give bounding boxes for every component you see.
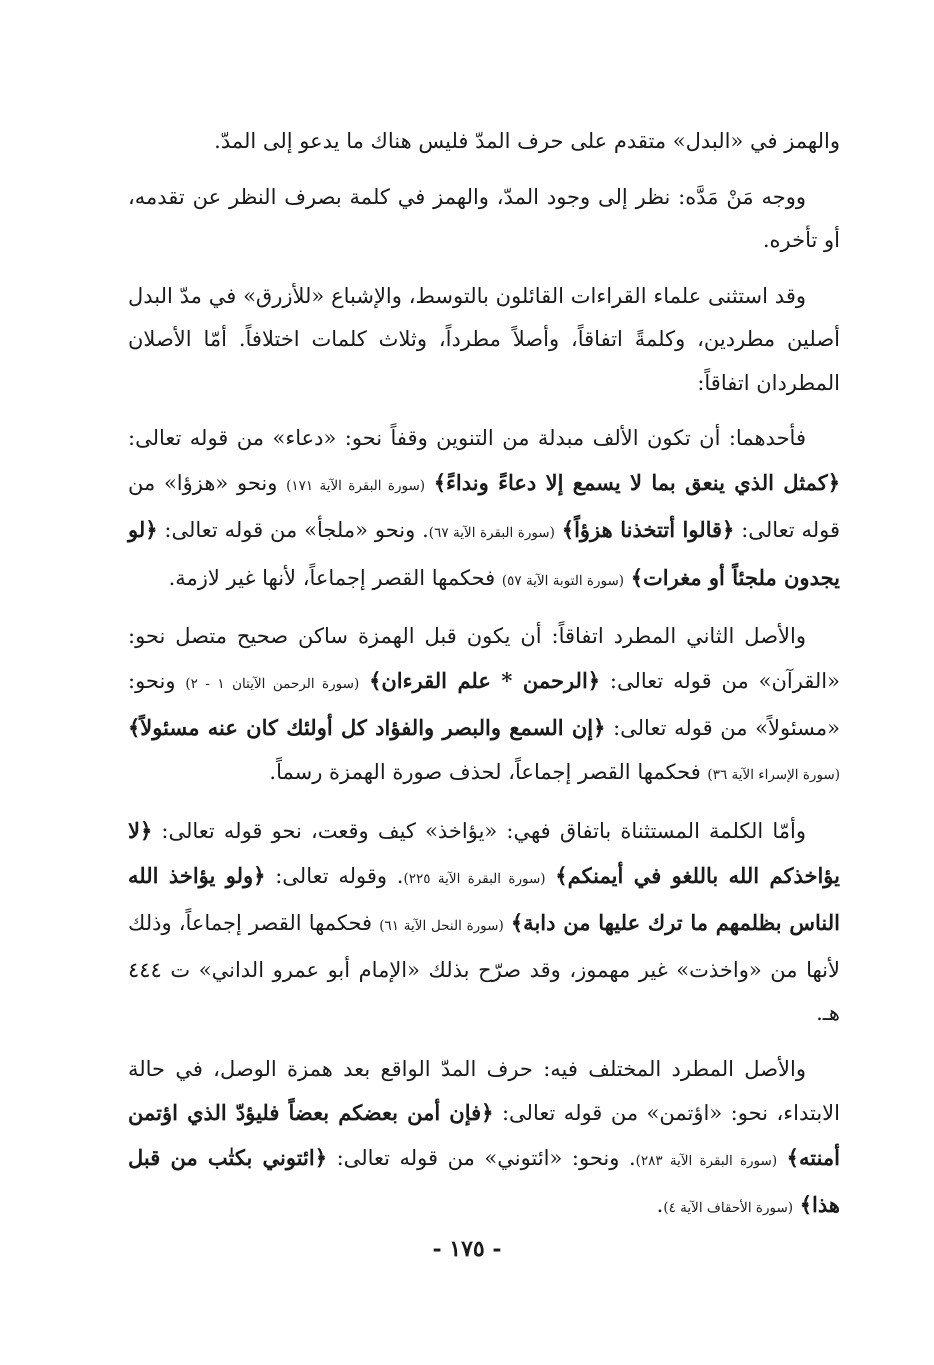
paragraph-p5	[128, 615, 840, 797]
body-text	[546, 864, 556, 888]
body-text: . وقوله تعالى:	[265, 863, 404, 888]
verse-reference: (سورة البقرة الآية ١٧١)	[286, 477, 426, 494]
verse-reference: (سورة الأحقاف الآية ٤)	[663, 1200, 794, 1216]
paragraph-p1	[128, 120, 840, 164]
body-text: والأصل الثاني المطرد اتفاقاً: أن يكون قبل الهمزة ساكن صحيح متصل نحو: «القرآن» من قوله تعالى:	[128, 624, 840, 693]
verse-reference: (سورة الرحمن الآيتان ١ - ٢)	[185, 675, 360, 692]
body-text: وأمّا الكلمة المستثناة باتفاق فهي: «يؤاخذ» كيف وقعت، نحو قوله تعالى:	[152, 819, 806, 843]
quran-verse: ﴿لو يجدون ملجئاً أو مغرات﴾	[128, 517, 840, 590]
body-text	[793, 1193, 800, 1217]
body-text: فحكمها القصر إجماعاً، لأنها غير لازمة.	[168, 565, 502, 590]
body-text	[555, 518, 562, 542]
quran-verse: ﴿فإن أمن بعضكم بعضاً فليؤدّ الذي اؤتمن أمنته﴾	[128, 1100, 840, 1170]
paragraph-p4	[128, 417, 840, 603]
quran-verse: ﴿إن السمع والبصر والفؤاد كل أولئك كان عنه مسئولاً﴾	[128, 715, 606, 740]
body-text: . ونحو: «ائتوني» من قوله تعالى:	[327, 1145, 636, 1170]
body-text: والأصل المطرد المختلف فيه: حرف المدّ الواقع بعد همزة الوصل، في حالة الابتداء، نحو: «اؤتمن» من قوله تعالى:	[128, 1056, 840, 1125]
body-text: والهمز في «البدل» متقدم على حرف المدّ فليس هناك ما يدعو إلى المدّ.	[214, 129, 840, 153]
paragraph-p6	[128, 809, 840, 1036]
body-text: فحكمها القصر إجماعاً، لحذف صورة الهمزة رسماً.	[269, 759, 708, 784]
body-text: ونحو: «مسئولاً» من قوله تعالى:	[128, 668, 841, 740]
quran-verse: ﴿لا يؤاخذكم الله باللغو في أيمنكم﴾	[128, 818, 840, 888]
body-text: وقد استثنى علماء القراءات القائلون بالتوسط، والإشباع «للأزرق» في مدّ البدل أصلين مطردين، وكلمةً اتفاقاً، وأصلاً مطرداً، وثلاث كلمات اختلافاً. أمّا الأصلان المطردان اتفاقاً:	[128, 283, 840, 395]
paragraph-p7	[128, 1048, 840, 1231]
page-number: - ١٧٥ -	[432, 1236, 502, 1262]
body-text: ونحو «هزؤا» من قوله تعالى:	[128, 470, 840, 542]
paragraph-p3	[128, 275, 840, 406]
quran-verse: ﴿قالوا أتتخذنا هزؤاً﴾	[561, 517, 735, 542]
quran-verse: ﴿كمثل الذي ينعق بما لا يسمع إلا دعاءً ونداءً﴾	[433, 469, 840, 495]
verse-reference: (سورة التوبة الآية ٥٧)	[501, 572, 625, 589]
body-text	[359, 669, 369, 693]
verse-reference: (سورة البقرة الآية ٢٨٣)	[635, 1152, 778, 1169]
body-text: فحكمها القصر إجماعاً، وذلك لأنها من «واخذت» غير مهموز، وقد صرّح بذلك «الإمام أبو عمرو الداني» ت ٤٤٤ هـ.	[128, 911, 840, 1025]
quran-verse: ﴿الرحمن * علم القرءان﴾	[369, 667, 601, 693]
body-text	[624, 566, 631, 590]
body-text: .	[656, 1193, 664, 1217]
body-text: . ونحو «ملجأ» من قوله تعالى:	[157, 518, 429, 542]
quran-verse: ﴿ائتوني بكتٰب من قبل هذا﴾	[128, 1144, 840, 1217]
main-text-block	[128, 120, 840, 1243]
body-text	[504, 911, 511, 935]
body-text: ووجه مَنْ مَدَّه: نظر إلى وجود المدّ، والهمز في كلمة بصرف النظر عن تقدمه، أو تأخره.	[128, 184, 840, 252]
verse-reference: (سورة النحل الآية ٦١)	[379, 918, 504, 934]
paragraph-p2	[128, 176, 840, 263]
body-text: فأحدهما: أن تكون الألف مبدلة من التنوين وقفاً نحو: «دعاء» من قوله تعالى:	[128, 426, 806, 450]
verse-reference: (سورة البقرة الآية ٢٢٥)	[403, 870, 546, 887]
body-text	[425, 471, 434, 495]
verse-reference: (سورة البقرة الآية ٦٧)	[428, 525, 555, 541]
verse-reference: (سورة الإسراء الآية ٣٦)	[707, 766, 840, 783]
quran-verse: ﴿ولو يؤاخذ الله الناس بظلمهم ما ترك عليها من دابة﴾	[128, 862, 840, 935]
body-text	[777, 1146, 787, 1170]
